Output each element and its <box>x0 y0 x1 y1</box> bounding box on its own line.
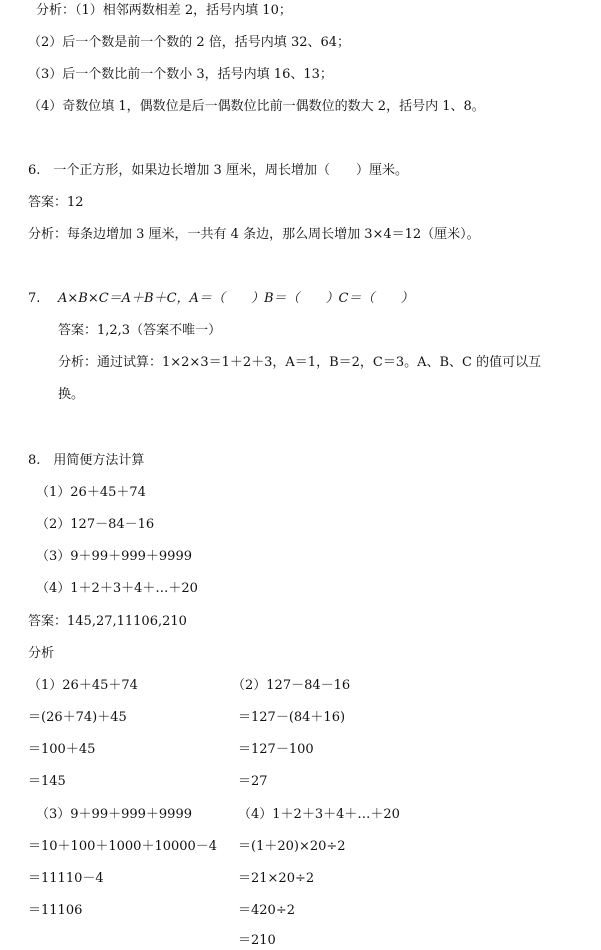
q7-analysis-line2: 换。 <box>58 387 85 402</box>
q7-number: 7. <box>28 291 41 306</box>
calc2-step: ＝127－100 <box>238 742 314 757</box>
q8-item-1: （1）26＋45＋74 <box>36 485 146 500</box>
calc1-step: ＝145 <box>28 774 66 789</box>
q8-item-3: （3）9＋99＋999＋9999 <box>36 549 192 564</box>
analysis-line-4: （4）奇数位填 1，偶数位是后一偶数位比前一偶数位的数大 2，括号内 1、8。 <box>28 99 485 114</box>
q6-analysis: 分析：每条边增加 3 厘米，一共有 4 条边，那么周长增加 3×4＝12（厘米）。 <box>28 227 480 242</box>
calc4-step: ＝420÷2 <box>238 903 295 918</box>
q6-question: 6. 一个正方形，如果边长增加 3 厘米，周长增加（ ）厘米。 <box>28 163 408 178</box>
q8-analysis-label: 分析 <box>28 646 55 661</box>
calc2-step: （2）127－84－16 <box>232 678 351 693</box>
calc2-step: ＝127－(84＋16) <box>238 710 346 725</box>
calc3-step: ＝10＋100＋1000＋10000－4 <box>28 839 218 854</box>
q7-analysis-line1: 分析：通过试算：1×2×3＝1＋2＋3，A＝1，B＝2，C＝3。A、B、C 的值可以互 <box>58 355 542 370</box>
calc4-step: ＝21×20÷2 <box>238 871 315 886</box>
calc4-step: （4）1＋2＋3＋4＋…＋20 <box>238 807 400 822</box>
calc2-step: ＝27 <box>238 774 268 789</box>
calc1-step: （1）26＋45＋74 <box>28 678 138 693</box>
calc3-step: ＝11110－4 <box>28 871 104 886</box>
calc4-step: ＝210 <box>238 933 276 948</box>
analysis-line-2: （2）后一个数是前一个数的 2 倍，括号内填 32、64； <box>28 35 351 50</box>
q8-item-4: （4）1＋2＋3＋4＋…＋20 <box>36 581 198 596</box>
calc3-step: （3）9＋99＋999＋9999 <box>36 807 192 822</box>
calc1-step: ＝(26＋74)＋45 <box>28 710 127 725</box>
calc3-step: ＝11106 <box>28 903 83 918</box>
q7-answer: 答案：1,2,3（答案不唯一） <box>58 323 222 338</box>
q8-answer: 答案：145,27,11106,210 <box>28 614 187 629</box>
q8-item-2: （2）127－84－16 <box>36 517 155 532</box>
calc1-step: ＝100＋45 <box>28 742 96 757</box>
q8-question: 8. 用简便方法计算 <box>28 453 145 468</box>
q7-question: A×B×C＝A＋B＋C，A＝（ ）B＝（ ）C＝（ ） <box>58 291 414 306</box>
analysis-line-3: （3）后一个数比前一个数小 3，括号内填 16、13； <box>28 67 333 82</box>
analysis-line-1: 分析：（1）相邻两数相差 2，括号内填 10； <box>36 3 292 18</box>
calc4-step: ＝(1＋20)×20÷2 <box>238 839 346 854</box>
q6-answer: 答案：12 <box>28 195 84 210</box>
